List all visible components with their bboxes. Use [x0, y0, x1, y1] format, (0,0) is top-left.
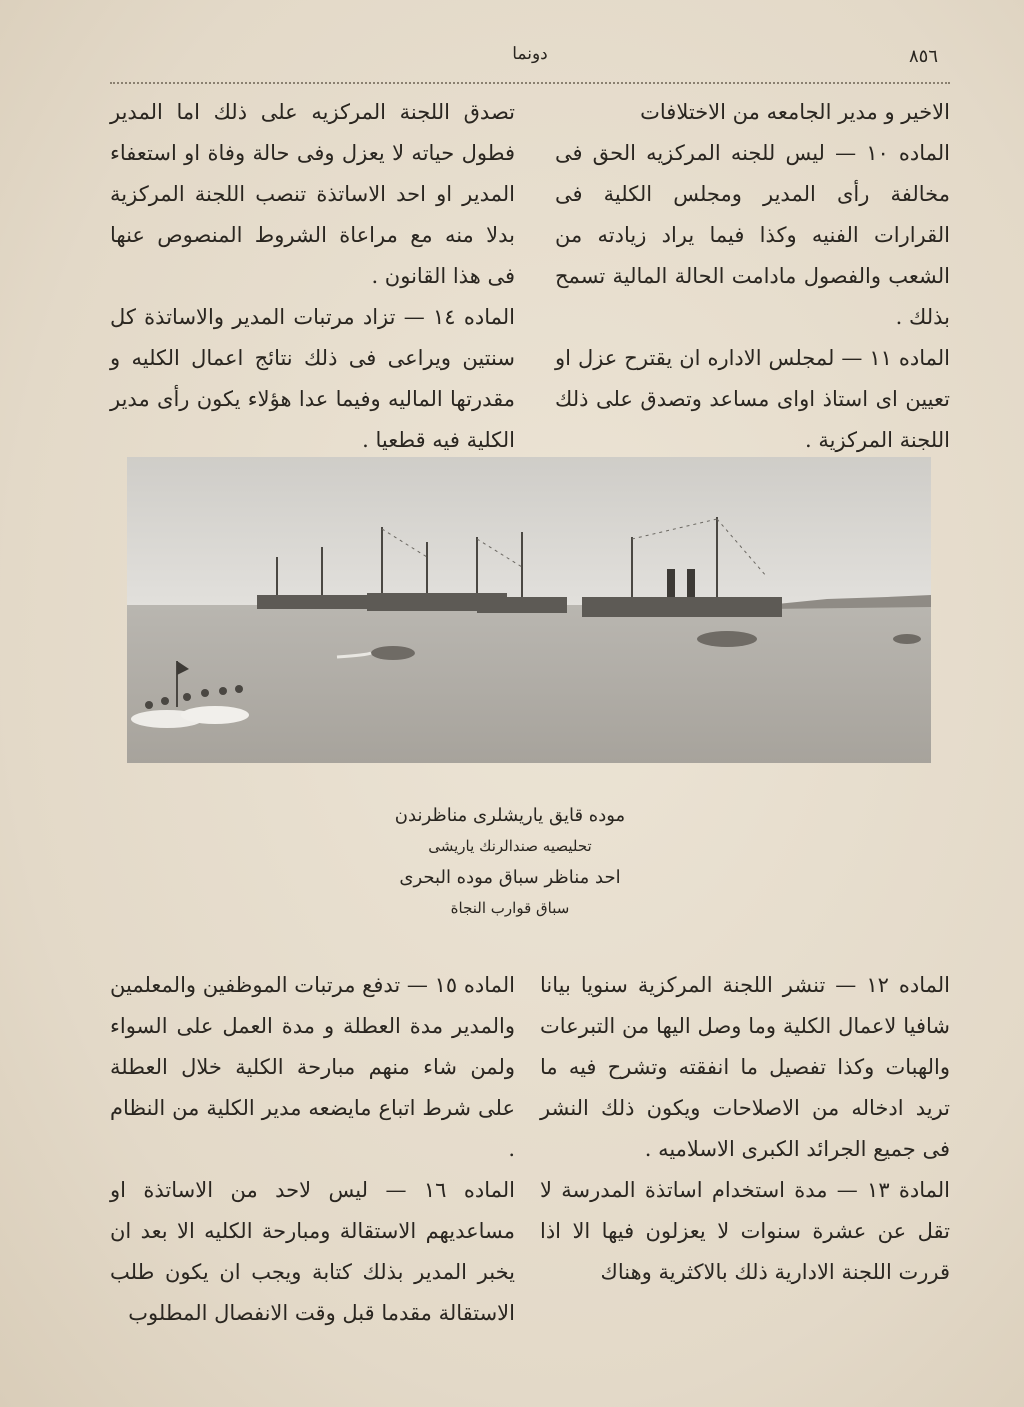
article-11: الماده ١١ — لمجلس الاداره ان يقترح عزل او تعيين اى استاذ اواى مساعد وتصدق على ذلك اللجنة المركزية .	[555, 346, 950, 452]
running-title: دونما	[512, 44, 548, 64]
article-14: الماده ١٤ — تزاد مرتبات المدير والاساتذة كل سنتين ويراعى فى ذلك نتائج اعمال الكليه و مقدرتها الماليه وفيما عدا هؤلاء يكون رأى مدير الكلية فيه قطعيا .	[110, 305, 515, 452]
top-left-column	[110, 92, 515, 461]
top-right-column	[555, 92, 950, 461]
bottom-right-column	[540, 965, 950, 1293]
article-15: الماده ١٥ — تدفع مرتبات الموظفين والمعلمين والمدير مدة العطلة و مدة العمل على السواء ولمن شاء منهم مبارحة الكلية خلال العطلة على شرط اتباع مايضعه مدير الكلية من النظام .	[110, 973, 515, 1161]
caption-line: سباق قوارب النجاة	[450, 899, 570, 917]
caption-line: تحليصيه صندالرنك ياريشى	[428, 837, 592, 855]
bottom-left-column	[110, 965, 515, 1334]
article-10: الماده ١٠ — ليس للجنه المركزيه الحق فى مخالفة رأى المدير ومجلس الكلية فى القرارات الفنيه وكذا فيما يراد زيادته من الشعب والفصول مادامت الحالة المالية تسمح بذلك .	[555, 141, 950, 329]
caption-line: موده قايق ياريشلرى مناظرندن	[394, 805, 626, 826]
caption-line: احد مناظر سباق موده البحرى	[399, 867, 621, 888]
page-header	[110, 40, 950, 84]
page-number: ٨٥٦	[908, 46, 938, 67]
paragraph: تصدق اللجنة المركزيه على ذلك اما المدير فطول حياته لا يعزل وفى حالة وفاة او استعفاء المدير او احد الاساتذة تنصب اللجنة المركزية بدلا منه مع مراعاة الشروط المنصوص عنها فى هذا القانون .	[110, 100, 515, 288]
harbor-photo	[127, 457, 931, 763]
article-12: الماده ١٢ — تنشر اللجنة المركزية سنويا بيانا شافيا لاعمال الكلية وما وصل اليها من التبرعات والهبات وكذا تفصيل ما انفقته وتشرح فيه ما تريد ادخاله من الاصلاحات ويكون ذلك النشر فى جميع الجرائد الكبرى الاسلاميه .	[540, 973, 950, 1161]
article-13: المادة ١٣ — مدة استخدام اساتذة المدرسة لا تقل عن عشرة سنوات لا يعزلون فيها الا اذا قررت اللجنة الادارية ذلك بالاكثرية وهناك	[540, 1178, 950, 1284]
article-16: الماده ١٦ — ليس لاحد من الاساتذة او مساعديهم الاستقالة ومبارحة الكليه الا بعد ان يخبر المدير بذلك كتابة ويجب ان يكون طلب الاستقالة مقدما قبل وقت الانفصال المطلوب	[110, 1178, 515, 1325]
header-rule	[110, 82, 950, 84]
photo-caption	[300, 800, 720, 924]
paragraph: الاخير و مدير الجامعه من الاختلافات	[640, 100, 950, 124]
